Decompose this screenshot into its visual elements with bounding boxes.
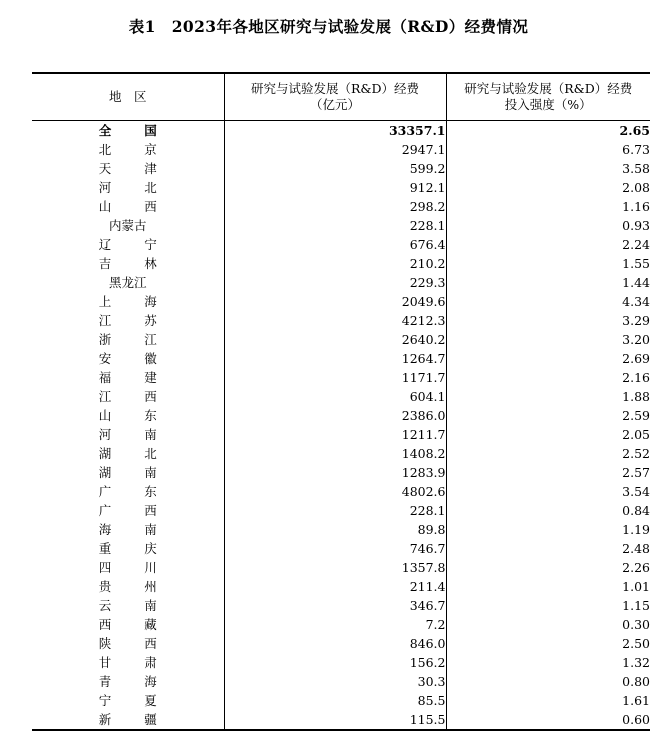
table-row [32, 653, 650, 672]
table-row [32, 387, 650, 406]
cell-region [32, 539, 224, 558]
cell-region [32, 254, 224, 273]
cell-funding: 746.7 [224, 539, 446, 558]
table-row [32, 520, 650, 539]
column-header-funding-line1: 研究与试验发展（R&D）经费 [250, 81, 420, 96]
cell-funding: 89.8 [224, 520, 446, 539]
region-name: 浙江 [98, 332, 157, 347]
cell-funding: 346.7 [224, 596, 446, 615]
cell-region [32, 691, 224, 710]
cell-region [32, 634, 224, 653]
cell-funding: 2947.1 [224, 140, 446, 159]
cell-region [32, 368, 224, 387]
cell-funding: 115.5 [224, 710, 446, 730]
cell-intensity: 1.32 [446, 653, 650, 672]
region-name: 北京 [98, 142, 157, 157]
cell-region [32, 558, 224, 577]
cell-region [32, 501, 224, 520]
region-name: 广东 [98, 484, 157, 499]
cell-funding: 33357.1 [224, 121, 446, 141]
cell-intensity: 4.34 [446, 292, 650, 311]
region-name: 新疆 [98, 712, 157, 727]
column-header-intensity [446, 73, 650, 121]
cell-region [32, 672, 224, 691]
cell-intensity: 0.84 [446, 501, 650, 520]
cell-region [32, 197, 224, 216]
region-name: 贵州 [98, 579, 157, 594]
cell-funding: 229.3 [224, 273, 446, 292]
region-name: 山西 [98, 199, 157, 214]
region-name: 福建 [98, 370, 157, 385]
table-header [32, 73, 650, 121]
cell-region [32, 235, 224, 254]
cell-region [32, 653, 224, 672]
cell-intensity: 0.80 [446, 672, 650, 691]
region-name: 湖南 [98, 465, 157, 480]
cell-intensity: 1.16 [446, 197, 650, 216]
cell-funding: 604.1 [224, 387, 446, 406]
cell-funding: 1408.2 [224, 444, 446, 463]
region-name: 天津 [98, 161, 157, 176]
cell-region [32, 406, 224, 425]
table-row [32, 349, 650, 368]
cell-funding: 85.5 [224, 691, 446, 710]
cell-intensity: 2.16 [446, 368, 650, 387]
table-row [32, 178, 650, 197]
region-name: 山东 [98, 408, 157, 423]
table-row [32, 710, 650, 730]
cell-region [32, 330, 224, 349]
cell-region [32, 159, 224, 178]
cell-intensity: 3.20 [446, 330, 650, 349]
table-row [32, 444, 650, 463]
cell-funding: 1211.7 [224, 425, 446, 444]
table-row [32, 596, 650, 615]
cell-intensity: 2.08 [446, 178, 650, 197]
cell-region [32, 121, 224, 141]
region-name: 吉林 [98, 256, 157, 271]
cell-intensity: 2.50 [446, 634, 650, 653]
cell-funding: 1283.9 [224, 463, 446, 482]
table-row [32, 482, 650, 501]
table-body [32, 121, 650, 731]
region-name: 安徽 [98, 351, 157, 366]
cell-funding: 1264.7 [224, 349, 446, 368]
cell-intensity: 1.55 [446, 254, 650, 273]
column-header-region: 地 区 [32, 73, 224, 121]
header-row [32, 73, 650, 121]
table-row [32, 273, 650, 292]
table-row [32, 121, 650, 141]
cell-funding: 599.2 [224, 159, 446, 178]
region-name: 河北 [98, 180, 157, 195]
table-row [32, 235, 650, 254]
table-row [32, 368, 650, 387]
region-name: 海南 [98, 522, 157, 537]
cell-intensity: 1.88 [446, 387, 650, 406]
table-row [32, 425, 650, 444]
cell-intensity: 0.93 [446, 216, 650, 235]
cell-funding: 156.2 [224, 653, 446, 672]
cell-intensity: 3.29 [446, 311, 650, 330]
cell-intensity: 2.24 [446, 235, 650, 254]
region-name: 河南 [98, 427, 157, 442]
cell-intensity: 0.30 [446, 615, 650, 634]
cell-region [32, 273, 224, 292]
column-header-intensity-line1: 研究与试验发展（R&D）经费 [464, 81, 633, 96]
cell-intensity: 1.19 [446, 520, 650, 539]
cell-intensity: 2.57 [446, 463, 650, 482]
cell-intensity: 3.58 [446, 159, 650, 178]
cell-intensity: 1.44 [446, 273, 650, 292]
cell-funding: 2640.2 [224, 330, 446, 349]
column-header-funding-unit: （亿元） [309, 97, 360, 112]
table-row [32, 558, 650, 577]
region-name: 西藏 [98, 617, 157, 632]
cell-region [32, 292, 224, 311]
cell-funding: 211.4 [224, 577, 446, 596]
cell-region [32, 349, 224, 368]
cell-intensity: 2.26 [446, 558, 650, 577]
cell-funding: 228.1 [224, 501, 446, 520]
cell-region [32, 596, 224, 615]
table-row [32, 577, 650, 596]
table-row [32, 501, 650, 520]
region-name: 广西 [98, 503, 157, 518]
table-row [32, 254, 650, 273]
table-row [32, 539, 650, 558]
cell-region [32, 463, 224, 482]
cell-funding: 4212.3 [224, 311, 446, 330]
column-header-intensity-unit: 投入强度（%） [504, 97, 592, 112]
page-title: 表1 2023年各地区研究与试验发展（R&D）经费情况 [128, 17, 529, 36]
cell-intensity: 2.05 [446, 425, 650, 444]
region-name: 甘肃 [98, 655, 157, 670]
region-name: 云南 [98, 598, 157, 613]
cell-funding: 676.4 [224, 235, 446, 254]
table-row [32, 672, 650, 691]
table-container [32, 72, 650, 731]
table-row [32, 216, 650, 235]
region-name: 内蒙古 [108, 218, 147, 233]
table-row [32, 330, 650, 349]
cell-region [32, 178, 224, 197]
table-row [32, 691, 650, 710]
region-name: 辽宁 [98, 237, 157, 252]
region-name: 青海 [98, 674, 157, 689]
cell-region [32, 387, 224, 406]
cell-intensity: 6.73 [446, 140, 650, 159]
cell-funding: 1357.8 [224, 558, 446, 577]
cell-region [32, 425, 224, 444]
cell-funding: 2049.6 [224, 292, 446, 311]
table-row [32, 615, 650, 634]
column-header-funding [224, 73, 446, 121]
cell-intensity: 2.69 [446, 349, 650, 368]
cell-intensity: 2.52 [446, 444, 650, 463]
table-row [32, 197, 650, 216]
cell-intensity: 1.01 [446, 577, 650, 596]
region-name: 全国 [98, 123, 157, 138]
cell-region [32, 311, 224, 330]
table-row [32, 292, 650, 311]
cell-intensity: 2.59 [446, 406, 650, 425]
cell-intensity: 1.61 [446, 691, 650, 710]
cell-region [32, 615, 224, 634]
cell-region [32, 140, 224, 159]
region-name: 陕西 [98, 636, 157, 651]
region-name: 四川 [98, 560, 157, 575]
cell-funding: 912.1 [224, 178, 446, 197]
region-name: 宁夏 [98, 693, 157, 708]
cell-intensity: 2.65 [446, 121, 650, 141]
region-name: 湖北 [98, 446, 157, 461]
region-name: 黑龙江 [108, 275, 147, 290]
cell-region [32, 710, 224, 730]
table-row [32, 159, 650, 178]
region-name: 重庆 [98, 541, 157, 556]
cell-funding: 210.2 [224, 254, 446, 273]
cell-region [32, 216, 224, 235]
cell-intensity: 1.15 [446, 596, 650, 615]
cell-intensity: 0.60 [446, 710, 650, 730]
cell-intensity: 3.54 [446, 482, 650, 501]
cell-region [32, 577, 224, 596]
region-name: 江西 [98, 389, 157, 404]
table-row [32, 140, 650, 159]
table-row [32, 311, 650, 330]
region-name: 江苏 [98, 313, 157, 328]
cell-funding: 2386.0 [224, 406, 446, 425]
cell-funding: 228.1 [224, 216, 446, 235]
table-row [32, 634, 650, 653]
region-name: 上海 [98, 294, 157, 309]
cell-funding: 1171.7 [224, 368, 446, 387]
cell-funding: 4802.6 [224, 482, 446, 501]
cell-region [32, 444, 224, 463]
table-row [32, 406, 650, 425]
cell-intensity: 2.48 [446, 539, 650, 558]
cell-funding: 7.2 [224, 615, 446, 634]
table-row [32, 463, 650, 482]
cell-funding: 30.3 [224, 672, 446, 691]
cell-funding: 298.2 [224, 197, 446, 216]
rd-expenditure-table [32, 72, 650, 731]
cell-region [32, 482, 224, 501]
cell-region [32, 520, 224, 539]
cell-funding: 846.0 [224, 634, 446, 653]
